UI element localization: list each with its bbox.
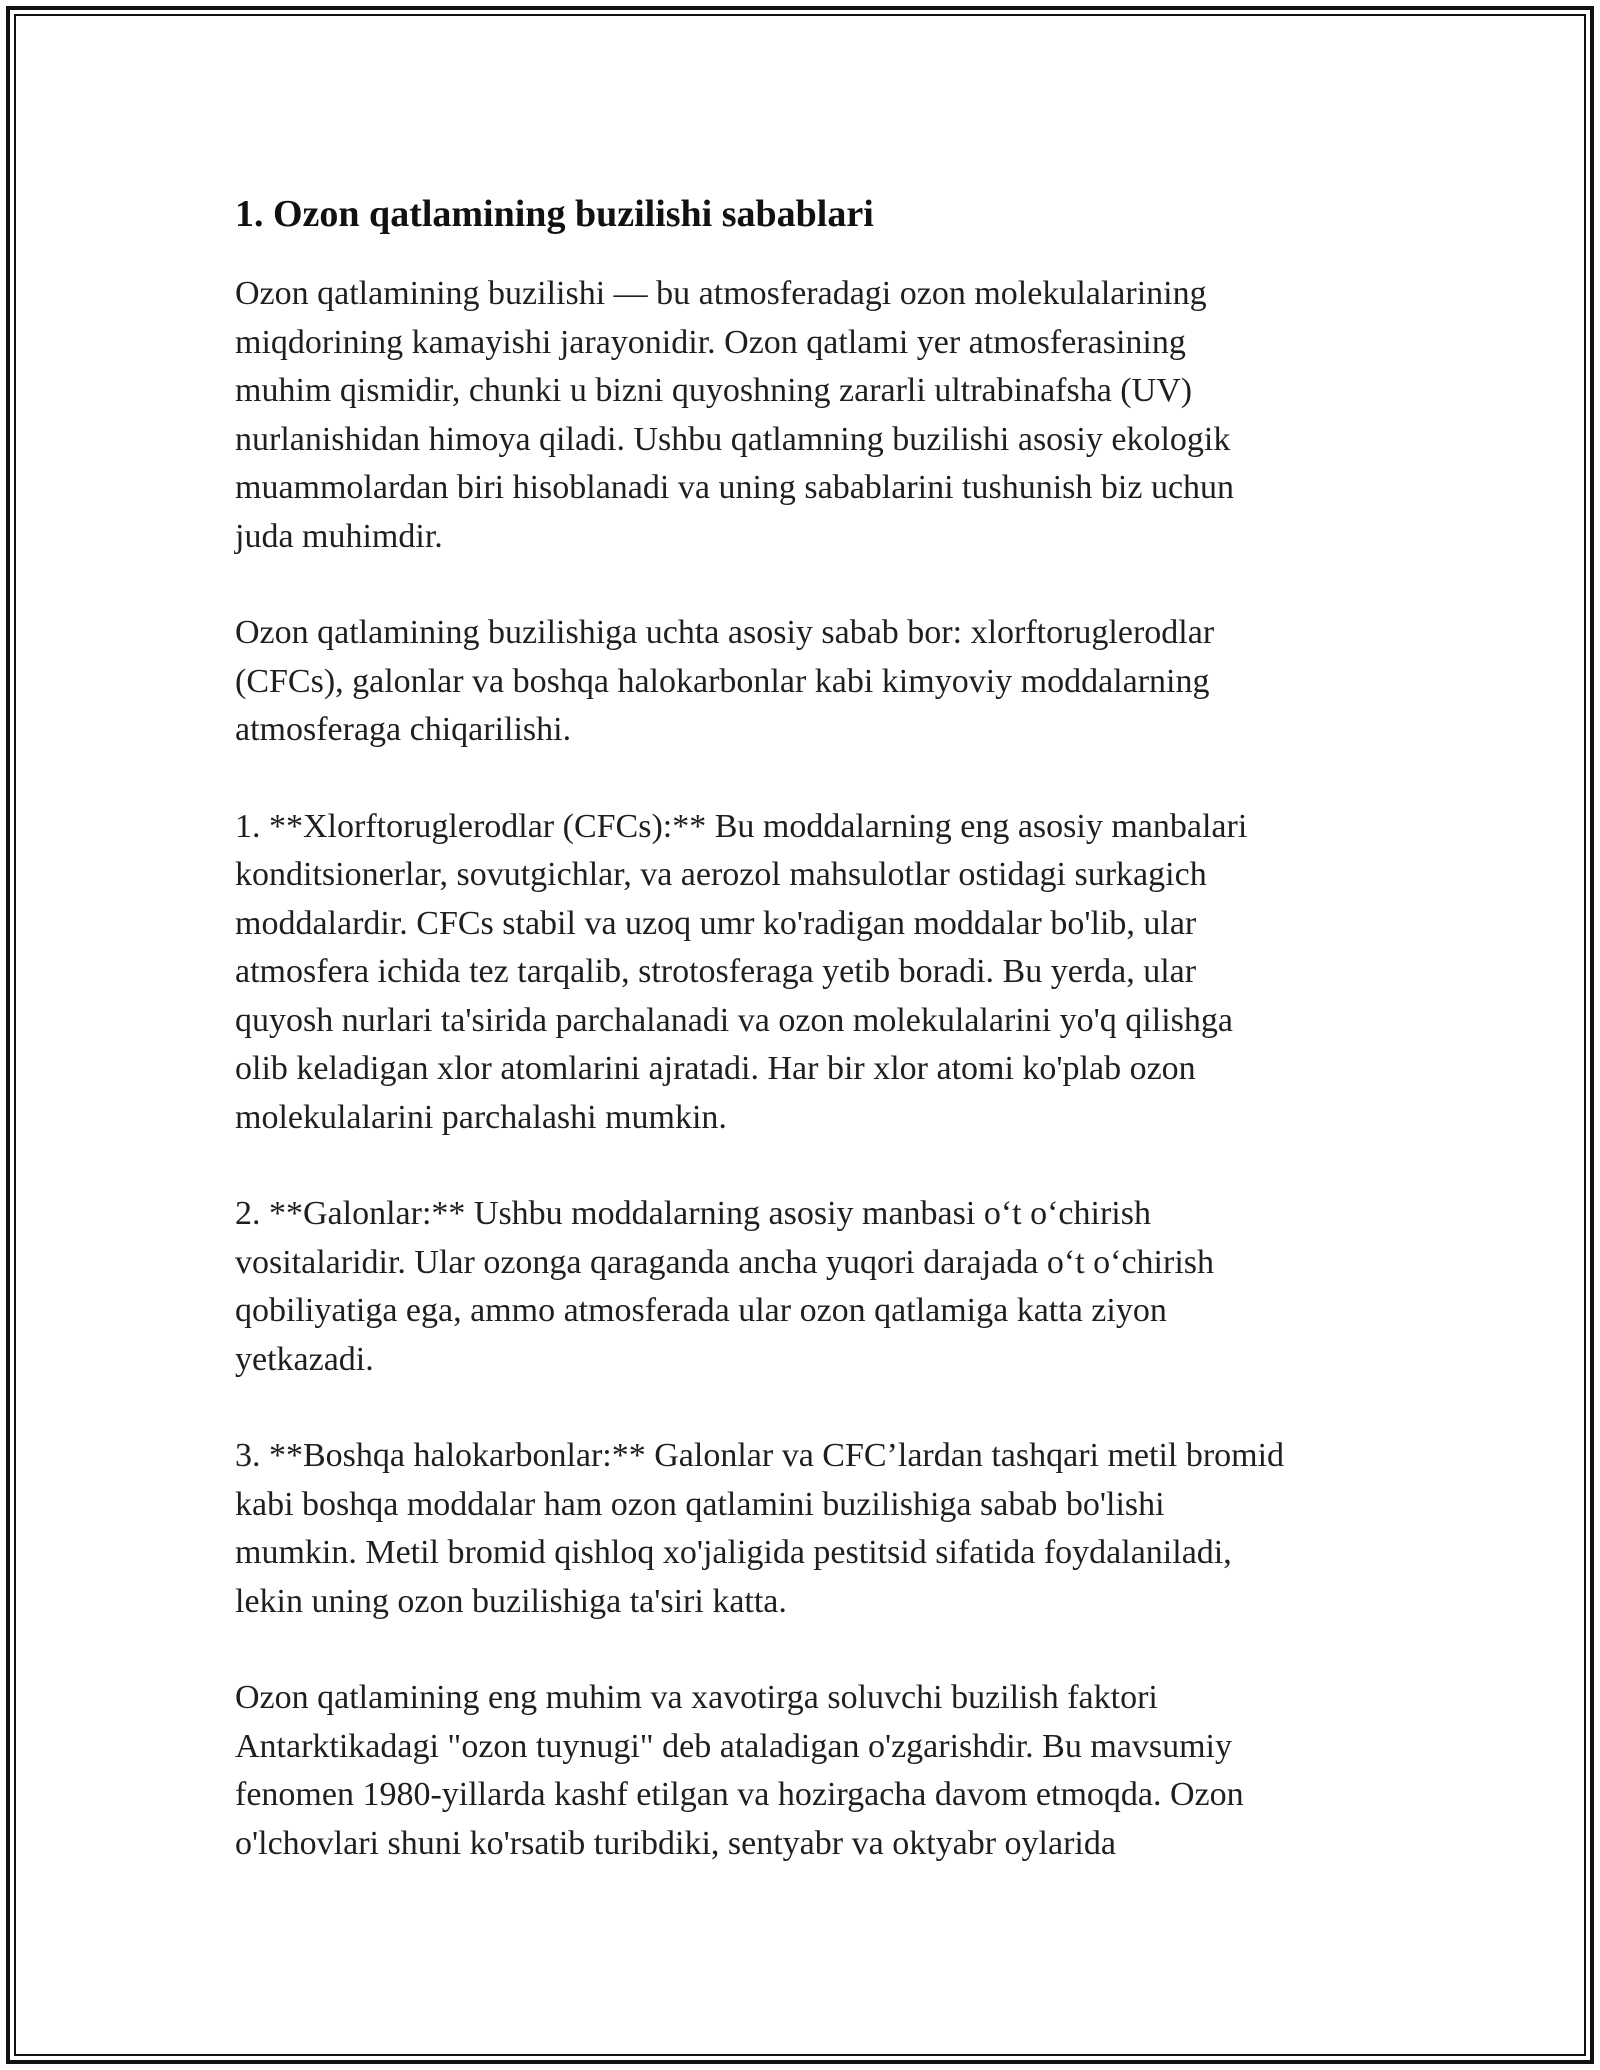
paragraph-ozone-hole: Ozon qatlamining eng muhim va xavotirga soluvchi buzilish faktori Antarktikadagi "ozon tuynugi" deb ataladigan o'zgarishdir. Bu mavsumiy fenomen 1980-yillarda kashf etilgan va hozirgacha davom etmoqda. Ozon o'lchovlari shuni ko'rsatib turibdiki, sentyabr va oktyabr oylarida [235,1679,1244,1862]
list-item-halons: 2. **Galonlar:** Ushbu moddalarning asosiy manbasi o‘t o‘chirish vositalaridir. Ular ozonga qaraganda ancha yuqori darajada o‘t o‘chirish qobiliyatiga ega, ammo atmosferada ular ozon qatlamiga katta ziyon yetkazadi. [235,1195,1214,1378]
section-heading: 1. Ozon qatlamining buzilishi sabablari [235,193,874,235]
paragraph-intro: Ozon qatlamining buzilishi — bu atmosferadagi ozon molekulalarining miqdorining kamayishi jarayonidir. Ozon qatlami yer atmosferasining muhim qismidir, chunki u bizni quyoshning zararli ultrabinafsha (UV) nurlanishidan himoya qiladi. Ushbu qatlamning buzilishi asosiy ekologik muammolardan biri hisoblanadi va uning sabablarini tushunish biz uchun juda muhimdir. [235,275,1235,555]
list-item-cfcs: 1. **Xlorftoruglerodlar (CFCs):** Bu moddalarning eng asosiy manbalari konditsionerlar, sovutgichlar, va aerozol mahsulotlar ostidagi surkagich moddalardir. CFCs stabil va uzoq umr ko'radigan moddalar bo'lib, ular atmosfera ichida tez tarqalib, strotosferaga yetib boradi. Bu yerda, ular quyosh nurlari ta'sirida parchalanadi va ozon molekulalarini yo'q qilishga olib keladigan xlor atomlarini ajratadi. Har bir xlor atomi ko'plab ozon molekulalarini parchalashi mumkin. [235,807,1248,1136]
document-body [235,186,1375,1916]
list-item-other-halocarbons: 3. **Boshqa halokarbonlar:** Galonlar va CFC’lardan tashqari metil bromid kabi boshqa moddalar ham ozon qatlamini buzilishiga sabab bo'lishi mumkin. Metil bromid qishloq xo'jaligida pestitsid sifatida foydalaniladi, lekin uning ozon buzilishiga ta'siri katta. [235,1437,1285,1620]
paragraph-main-causes: Ozon qatlamining buzilishiga uchta asosiy sabab bor: xlorftoruglerodlar (CFCs), galonlar va boshqa halokarbonlar kabi kimyoviy moddalarning atmosferaga chiqarilishi. [235,614,1215,748]
